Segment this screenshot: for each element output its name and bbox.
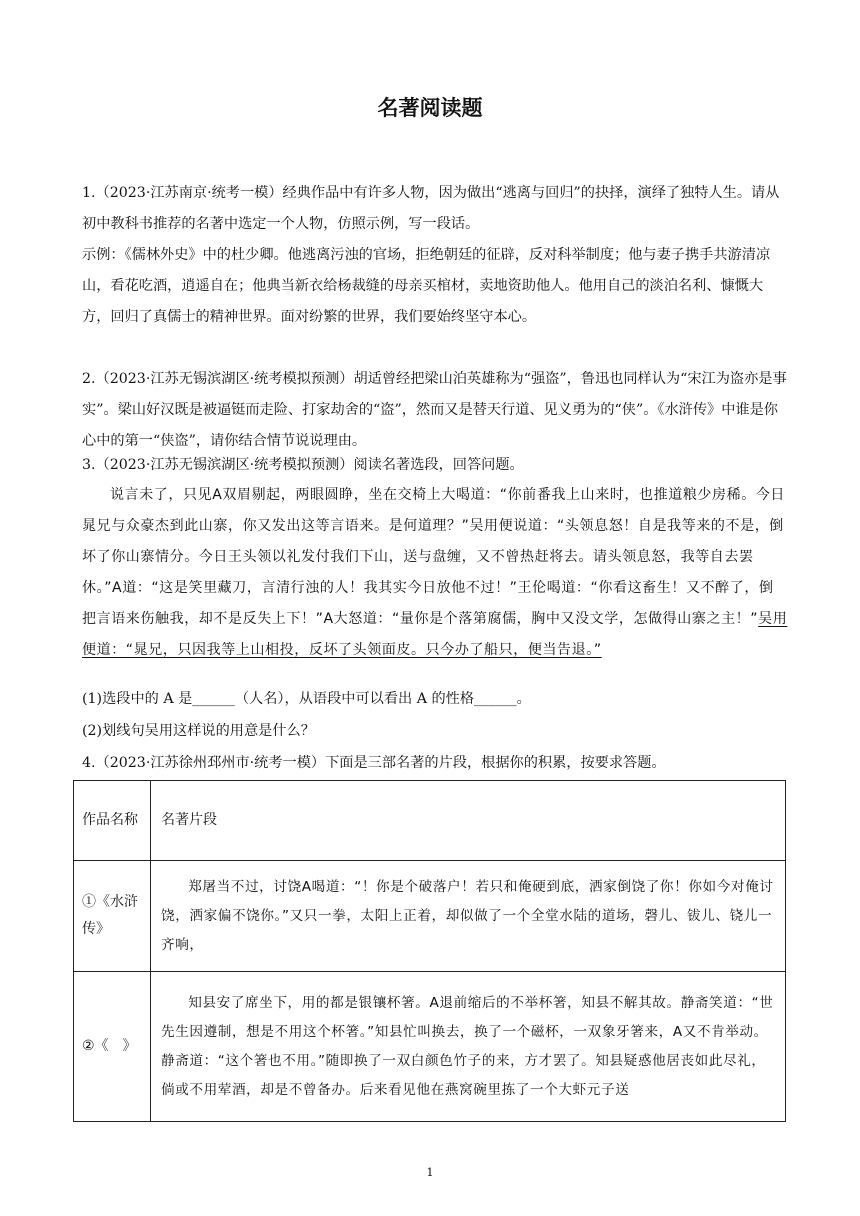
header-excerpt: 名著片段 <box>151 781 786 861</box>
question-3-passage <box>82 480 788 666</box>
page-title: 名著阅读题 <box>377 96 483 120</box>
table-header-row <box>74 781 786 861</box>
excerpt-cell <box>151 861 786 972</box>
excerpt-table <box>73 780 786 1122</box>
excerpt-text: 郑屠当不过，讨饶A喝道：“！你是个破落户！若只和俺硬到底，洒家倒饶了你！你如今对俺讨饶，洒家偏不饶你。”又只一拳，太阳上正着，却似做了一个全堂水陆的道场，磬儿、钹儿、铙儿一齐响， <box>161 878 774 953</box>
work-name-cell: ①《水浒传》 <box>74 861 151 972</box>
question-3-sub2: (2)划线句吴用这样说的用意是什么？ <box>82 723 315 739</box>
passage-text: 说言未了，只见A双眉剔起，两眼圆睁，坐在交椅上大喝道：“你前番我上山来时，也推道粮少房稀。今日晁兄与众豪杰到此山寨，你又发出这等言语来。是何道理？”吴用便说道：“头领息怒！自是我等来的不是，倒坏了你山寨情分。今日王头领以礼发付我们下山，送与盘缠，又不曾热赶将去。请头领息怒，我等自去罢休。”A道：“这是笑里藏刀，言清行浊的人！我其实今日放他不过！”王伦喝道：“你看这畜生！又不醉了，倒把言语来伤触我，却不是反失上下！”A大怒道：“量你是个落第腐儒，胸中又没文学，怎做得山寨之主！” <box>82 487 786 627</box>
passage-underlined-sentence: 吴用便道：“晁兄，只因我等上山相投，反坏了头领面皮。只今办了船只，便当告退。” <box>82 611 788 658</box>
question-3-text: 3.（2023·江苏无锡滨湖区·统考模拟预测）阅读名著选段，回答问题。 <box>82 457 524 473</box>
table-row <box>74 972 786 1122</box>
question-3-sub1: (1)选段中的 A 是______（人名），从语段中可以看出 A 的性格______。 <box>82 691 531 707</box>
header-work-name: 作品名称 <box>74 781 151 861</box>
excerpt-cell <box>151 972 786 1122</box>
work-name-cell: ②《 》 <box>74 972 151 1122</box>
question-4-text: 4.（2023·江苏徐州邳州市·统考一模）下面是三部名著的片段，根据你的积累，按要求答题。 <box>82 755 666 771</box>
question-2-text: 2.（2023·江苏无锡滨湖区·统考模拟预测）胡适曾经把梁山泊英雄称为“强盗”，鲁迅也同样认为“宋江为盗亦是事实”。梁山好汉既是被逼铤而走险、打家劫舍的“盗”，然而又是替天行道、见义勇为的“侠”。《水浒传》中谁是你心中的第一“侠盗”，请你结合情节说说理由。 <box>82 371 787 449</box>
question-1-text: 1.（2023·江苏南京·统考一模）经典作品中有许多人物，因为做出“逃离与回归”的抉择，演绎了独特人生。请从初中教科书推荐的名著中选定一个人物，仿照示例，写一段话。 <box>82 185 780 232</box>
table-row <box>74 861 786 972</box>
question-1-example: 示例：《儒林外史》中的杜少卿。他逃离污浊的官场，拒绝朝廷的征辟，反对科举制度；他与妻子携手共游清凉山，看花吃酒，逍遥自在；他典当新衣给杨裁缝的母亲买棺材，卖地资助他人。他用自己的淡泊名利、慷慨大方，回归了真儒士的精神世界。面对纷繁的世界，我们要始终坚守本心。 <box>82 247 771 325</box>
excerpt-text: 知县安了席坐下，用的都是银镶杯箸。A退前缩后的不举杯箸，知县不解其故。静斋笑道：“世先生因遵制，想是不用这个杯箸。”知县忙叫换去，换了一个磁杯，一双象牙箸来，A又不肯举动。静斋道：“这个箸也不用。”随即换了一双白颜色竹子的来，方才罢了。知县疑惑他居丧如此尽礼，倘或不用荤酒，却是不曾备办。后来看见他在燕窝碗里拣了一个大虾元子送 <box>161 994 774 1098</box>
page-number: 1 <box>426 1166 434 1179</box>
